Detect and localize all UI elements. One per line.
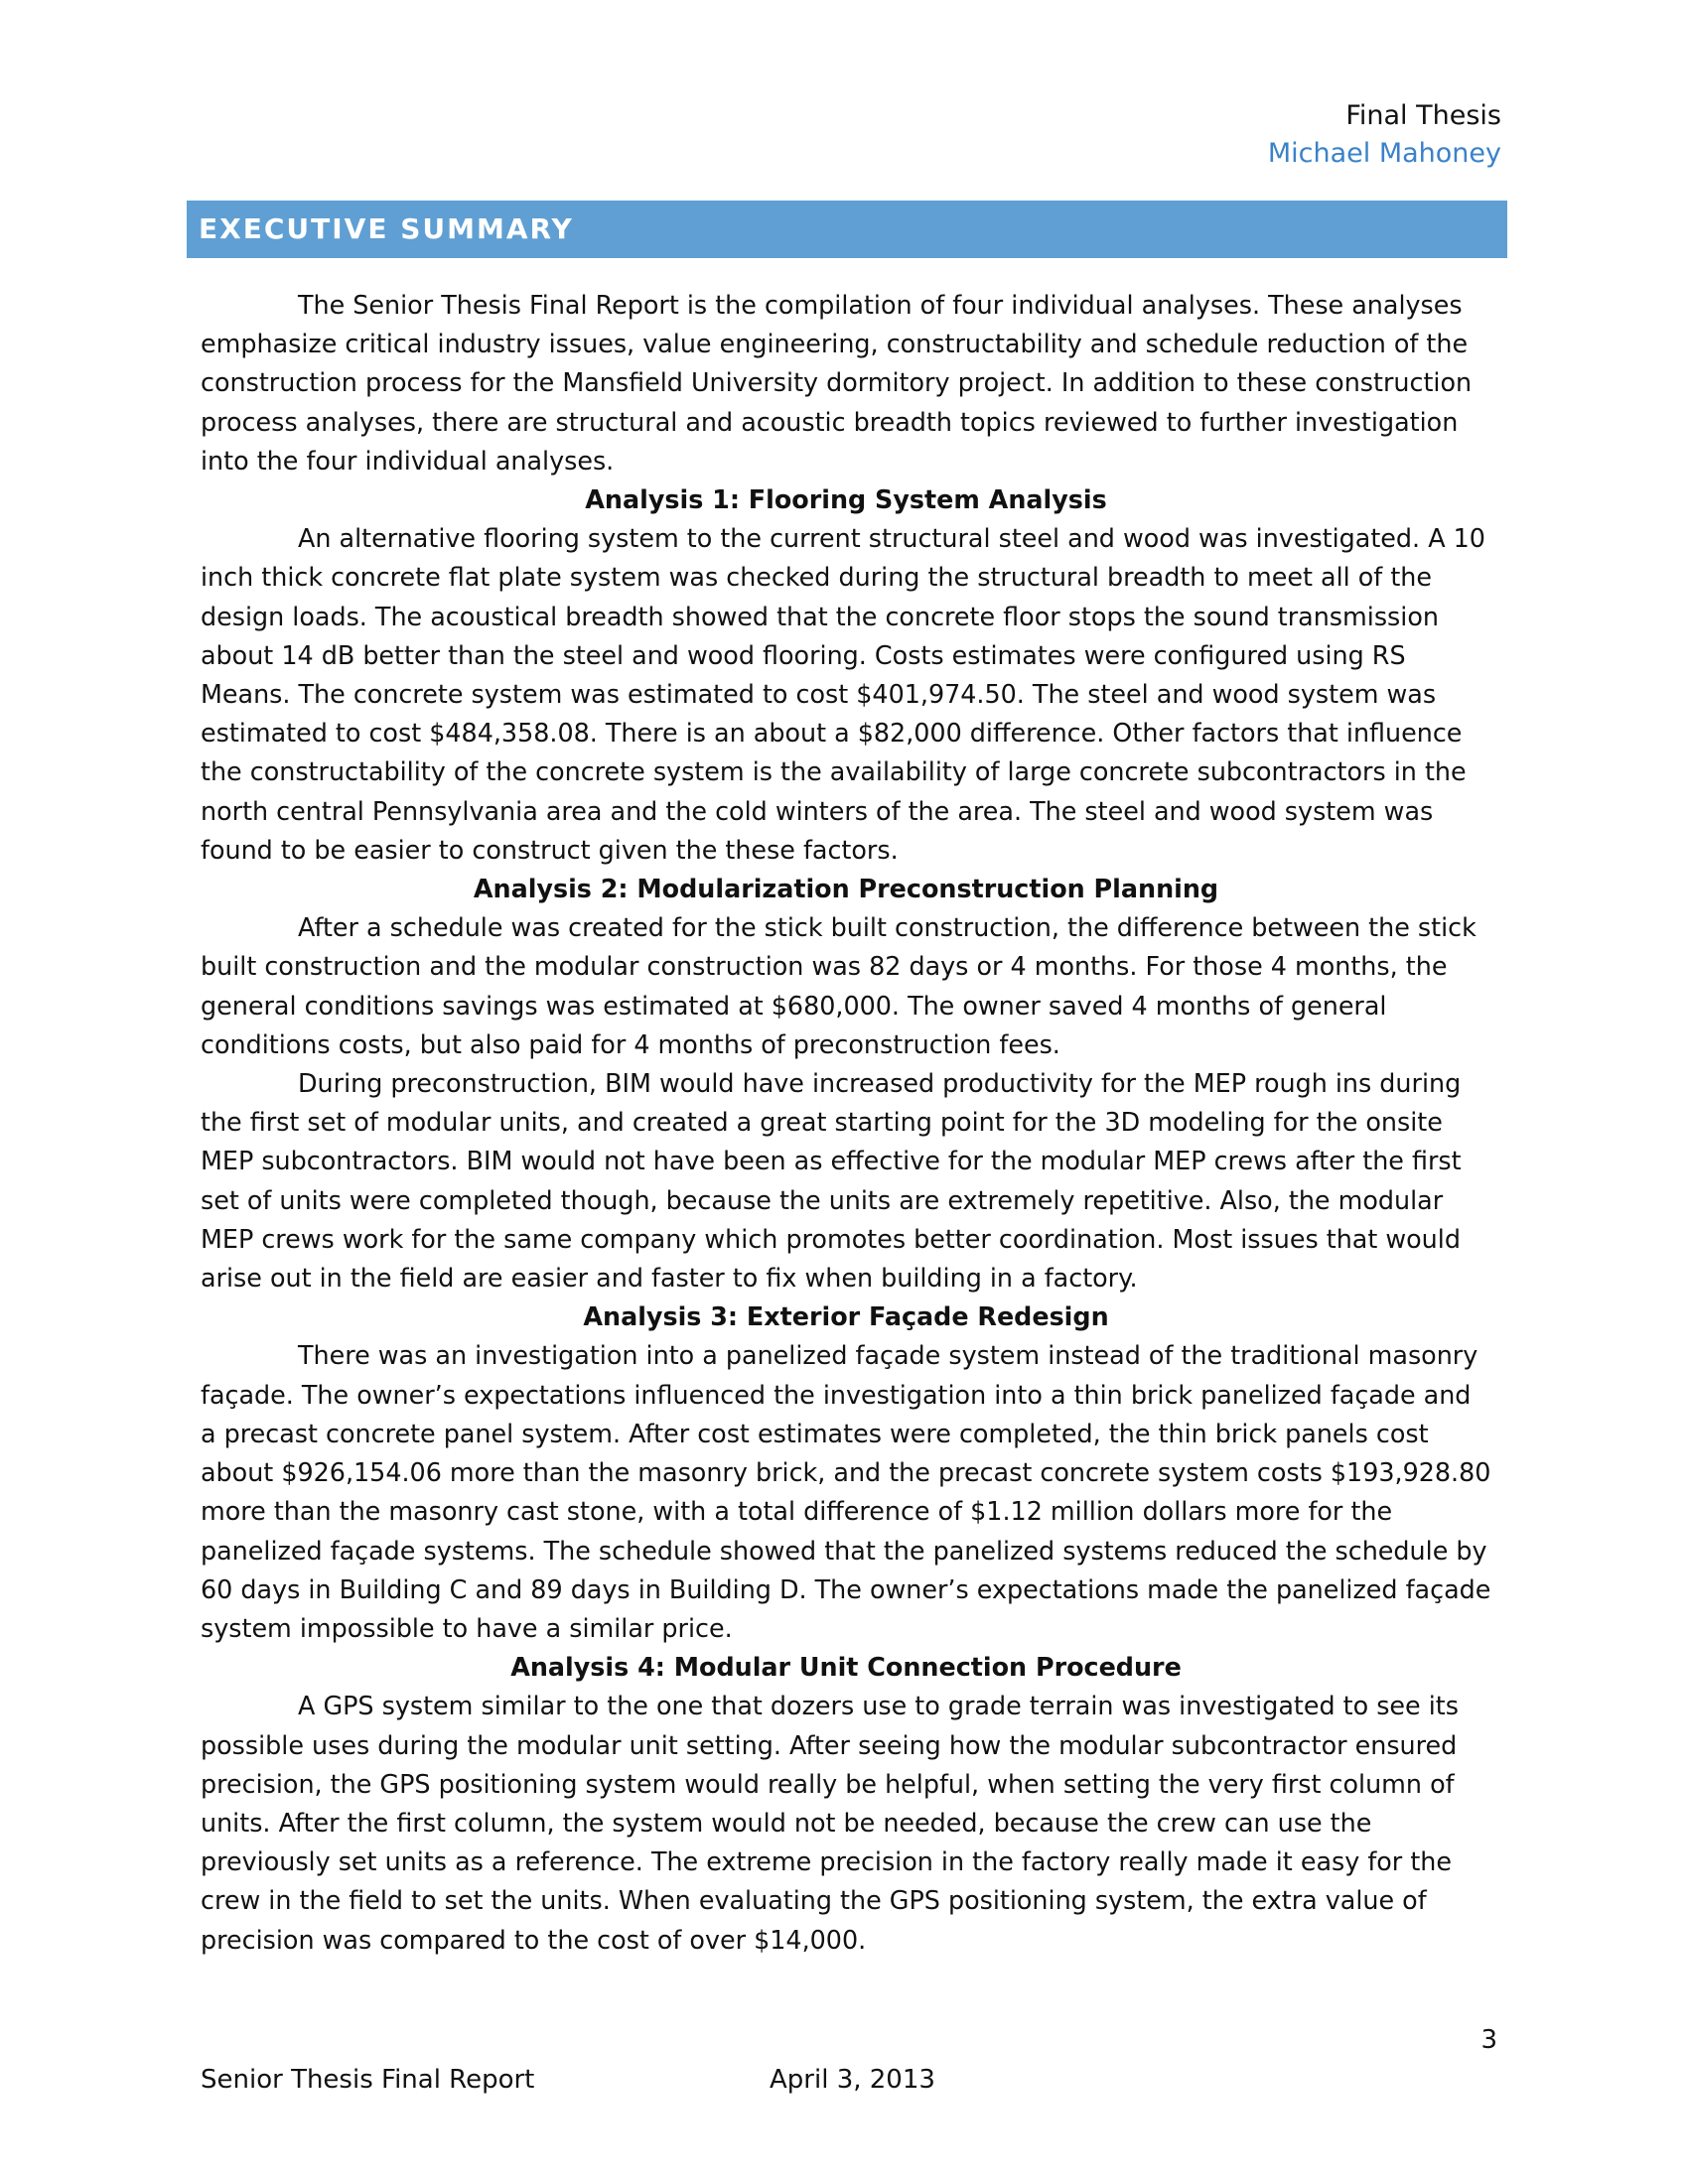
header-author: Michael Mahoney [1267, 138, 1501, 169]
analysis-3-paragraph: There was an investigation into a panelized façade system instead of the traditional masonry façade. The owner’s expectations influenced the investigation into a thin brick panelized façade and a precast concrete panel system. After cost estimates were completed, the thin brick panels cost about $926,154.06 more than the masonry brick, and the precast concrete system costs $193,928.80 more than the masonry cast stone, with a total difference of $1.12 million dollars more for the panelized façade systems. The schedule showed that the panelized systems reduced the schedule by 60 days in Building C and 89 days in Building D. The owner’s expectations made the panelized façade system impossible to have a similar price. [201, 1340, 1491, 1643]
footer-date: April 3, 2013 [770, 2065, 935, 2095]
footer-report-title: Senior Thesis Final Report [201, 2065, 535, 2095]
section-banner [187, 201, 1507, 258]
document-body [201, 286, 1491, 1960]
analysis-3-heading: Analysis 3: Exterior Façade Redesign [583, 1301, 1109, 1332]
intro-paragraph: The Senior Thesis Final Report is the compilation of four individual analyses. These analyses emphasize critical industry issues, value engineering, constructability and schedule reduction of the construction process for the Mansfield University dormitory project. In addition to these construction process analyses, there are structural and acoustic breadth topics reviewed to further investigation into the four individual analyses. [201, 290, 1473, 476]
analysis-1-paragraph: An alternative flooring system to the current structural steel and wood was investigated. A 10 inch thick concrete flat plate system was checked during the structural breadth to meet all of the design loads. The acoustical breadth showed that the concrete floor stops the sound transmission about 14 dB better than the steel and wood flooring. Costs estimates were configured using RS Means. The concrete system was estimated to cost $401,974.50. The steel and wood system was estimated to cost $484,358.08. There is an about a $82,000 difference. Other factors that influence the constructability of the concrete system is the availability of large concrete subcontractors in the north central Pennsylvania area and the cold winters of the area. The steel and wood system was found to be easier to construct given the these factors. [201, 523, 1485, 865]
header-title: Final Thesis [1345, 100, 1501, 131]
analysis-2-heading: Analysis 2: Modularization Preconstruction Planning [473, 874, 1219, 904]
analysis-4-heading: Analysis 4: Modular Unit Connection Procedure [510, 1652, 1182, 1683]
analysis-2-paragraph-1: After a schedule was created for the stick built construction, the difference between the stick built construction and the modular construction was 82 days or 4 months. For those 4 months, the general conditions savings was estimated at $680,000. The owner saved 4 months of general conditions costs, but also paid for 4 months of preconstruction fees. [201, 912, 1477, 1059]
analysis-4-paragraph: A GPS system similar to the one that dozers use to grade terrain was investigated to see its possible uses during the modular unit setting. After seeing how the modular subcontractor ensured precision, the GPS positioning system would really be helpful, when setting the very first column of units. After the first column, the system would not be needed, because the crew can use the previously set units as a reference. The extreme precision in the factory really made it easy for the crew in the field to set the units. When evaluating the GPS positioning system, the extra value of precision was compared to the cost of over $14,000. [201, 1691, 1459, 1955]
section-title: EXECUTIVE SUMMARY [199, 212, 574, 245]
page-header [1268, 97, 1501, 173]
analysis-1-heading: Analysis 1: Flooring System Analysis [585, 484, 1107, 515]
analysis-2-paragraph-2: During preconstruction, BIM would have increased productivity for the MEP rough ins during the first set of modular units, and created a great starting point for the 3D modeling for the onsite MEP subcontractors. BIM would not have been as effective for the modular MEP crews after the first set of units were completed though, because the units are extremely repetitive. Also, the modular MEP crews work for the same company which promotes better coordination. Most issues that would arise out in the field are easier and faster to fix when building in a factory. [201, 1068, 1462, 1294]
page-number: 3 [1480, 2025, 1497, 2055]
